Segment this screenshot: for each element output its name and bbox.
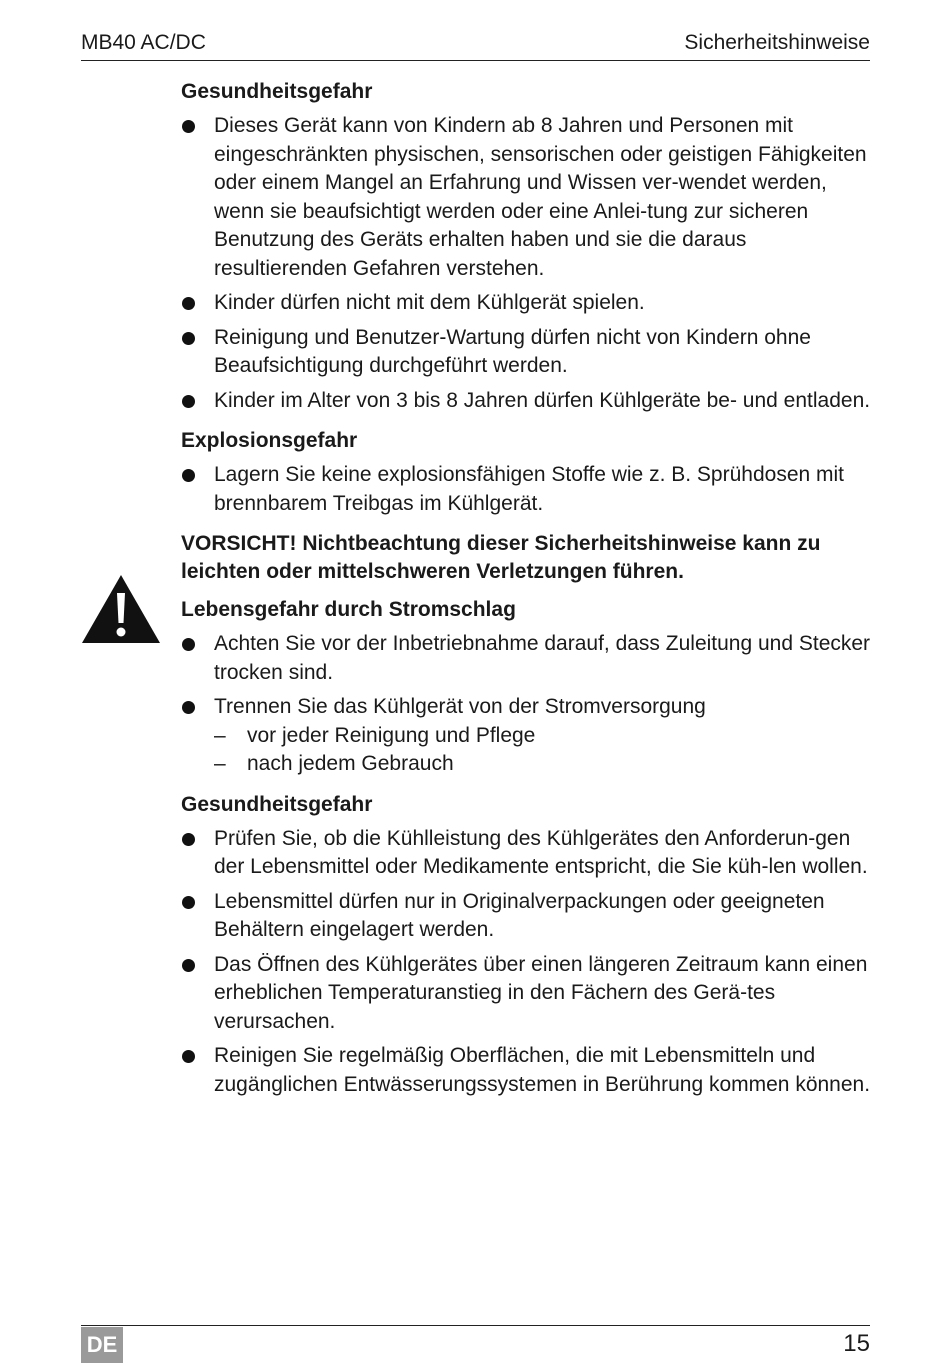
list-item xyxy=(181,1042,871,1099)
bullet-icon xyxy=(182,896,195,909)
page-number: 15 xyxy=(843,1330,870,1357)
bullet-list-health-1 xyxy=(181,112,871,415)
list-item xyxy=(181,888,871,945)
list-item-text: Lagern Sie keine explosionsfähigen Stoffe wie z. B. Sprühdosen mit brennbarem Treibgas im Kühlgerät. xyxy=(214,463,844,515)
list-item-text: Kinder im Alter von 3 bis 8 Jahren dürfen Kühlgeräte be- und entladen. xyxy=(214,388,871,412)
list-item xyxy=(181,693,871,779)
section-heading-explosion: Explosionsgefahr xyxy=(181,429,358,452)
bullet-list-electric-shock xyxy=(181,630,871,779)
bullet-list-health-2 xyxy=(181,825,871,1100)
list-item xyxy=(181,825,871,882)
list-item xyxy=(181,289,871,318)
sub-list xyxy=(214,722,871,779)
footer-divider xyxy=(81,1325,870,1326)
bullet-icon xyxy=(182,297,195,310)
dash-icon: – xyxy=(214,723,226,747)
warning-triangle-icon xyxy=(80,573,162,645)
list-item xyxy=(181,461,871,518)
list-item-text: Dieses Gerät kann von Kindern ab 8 Jahren und Personen mit eingeschränkten physischen, sensorischen oder geistigen Fähigkeiten oder einem Mangel an Erfahrung und Wissen ver-wendet werden, wenn sie beaufsichtigt werden oder eine Anlei-tung zur sicheren Benutzung des Geräts erhalten haben und sie die daraus resultierenden Gefahren verstehen. xyxy=(214,114,867,280)
list-item-text: Kinder dürfen nicht mit dem Kühlgerät spielen. xyxy=(214,291,645,314)
list-item-text: Prüfen Sie, ob die Kühlleistung des Kühlgerätes den Anforderun-gen der Lebensmittel oder Medikamente entspricht, die Sie küh-len wollen. xyxy=(214,826,868,878)
sub-list-item-text: nach jedem Gebrauch xyxy=(247,752,454,775)
section-title: Sicherheitshinweise xyxy=(684,31,870,54)
sub-list-item-text: vor jeder Reinigung und Pflege xyxy=(247,723,536,747)
list-item xyxy=(181,387,871,416)
section-heading-health-1: Gesundheitsgefahr xyxy=(181,80,373,103)
list-item-text: Reinigung und Benutzer-Wartung dürfen nicht von Kindern ohne Beaufsichtigung durchgeführt werden. xyxy=(214,325,811,377)
bullet-icon xyxy=(182,701,195,714)
caution-warning: VORSICHT! Nichtbeachtung dieser Sicherheitshinweise kann zu leichten oder mittelschweren Verletzungen führen. xyxy=(181,532,821,583)
dash-icon: – xyxy=(214,752,226,775)
bullet-icon xyxy=(182,638,195,651)
bullet-icon xyxy=(182,469,195,482)
list-item xyxy=(181,324,871,381)
sub-list-item xyxy=(214,750,871,779)
list-item xyxy=(181,112,871,283)
list-item xyxy=(181,951,871,1037)
sub-list-item xyxy=(214,722,871,751)
bullet-icon xyxy=(182,833,195,846)
list-item-text: Trennen Sie das Kühlgerät von der Stromversorgung xyxy=(214,695,706,718)
list-item-text: Lebensmittel dürfen nur in Originalverpackungen oder geeigneten Behältern eingelagert werden. xyxy=(214,889,825,941)
bullet-icon xyxy=(182,1050,195,1063)
page-header xyxy=(81,28,870,61)
section-heading-electric-shock: Lebensgefahr durch Stromschlag xyxy=(181,598,516,621)
bullet-icon xyxy=(182,395,195,408)
bullet-icon xyxy=(182,959,195,972)
page-content xyxy=(181,78,871,1111)
list-item xyxy=(181,630,871,687)
bullet-list-explosion xyxy=(181,461,871,518)
list-item-text: Reinigen Sie regelmäßig Oberflächen, die mit Lebensmitteln und zugänglichen Entwässerungssystemen in Berührung kommen können. xyxy=(214,1044,871,1096)
section-heading-health-2: Gesundheitsgefahr xyxy=(181,792,373,816)
model-name: MB40 AC/DC xyxy=(81,31,206,54)
bullet-icon xyxy=(182,332,195,345)
list-item-text: Achten Sie vor der Inbetriebnahme darauf, dass Zuleitung und Stecker trocken sind. xyxy=(214,632,871,684)
list-item-text: Das Öffnen des Kühlgerätes über einen längeren Zeitraum kann einen erheblichen Temperaturanstieg in den Fächern des Gerä-tes verursachen. xyxy=(214,952,868,1033)
bullet-icon xyxy=(182,120,195,133)
language-badge: DE xyxy=(81,1327,123,1363)
